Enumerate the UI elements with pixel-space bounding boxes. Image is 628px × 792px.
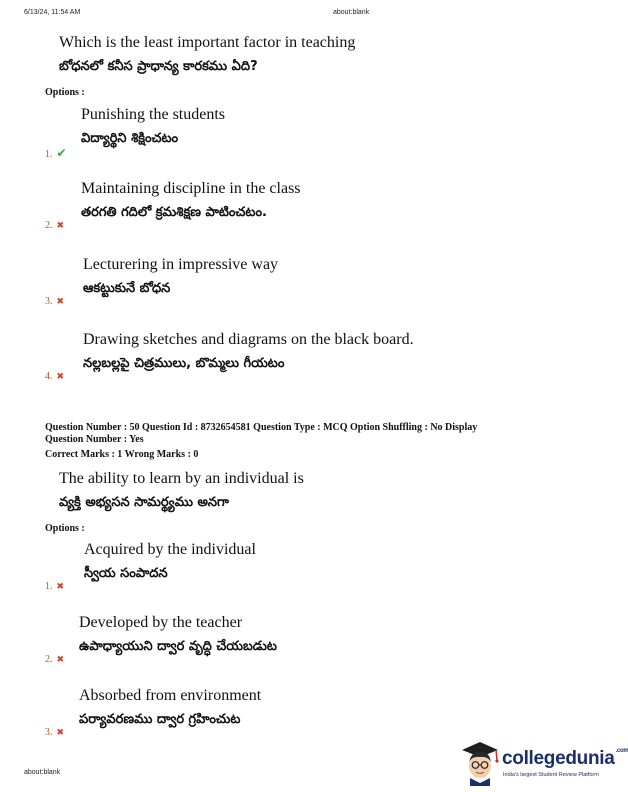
question-1-options-label: Options : xyxy=(45,87,85,98)
question-2-meta-line-2: Question Number : Yes xyxy=(45,434,144,445)
option-text-en: Absorbed from environment xyxy=(79,687,262,704)
question-2-meta-line-3: Correct Marks : 1 Wrong Marks : 0 xyxy=(45,449,199,460)
option-number: 1. ✖ xyxy=(45,581,65,592)
wrong-cross-icon: ✖ xyxy=(56,297,65,307)
print-url: about:blank xyxy=(333,9,370,16)
option-text-te: స్వీయ సంపాదన xyxy=(84,566,168,581)
option-text-en: Punishing the students xyxy=(81,106,226,123)
option-text-en: Maintaining discipline in the class xyxy=(81,180,301,197)
print-footer-url: about:blank xyxy=(24,769,61,776)
collegedunia-logo xyxy=(458,738,628,786)
option-number: 2. ✖ xyxy=(45,220,65,231)
wrong-cross-icon: ✖ xyxy=(56,221,65,231)
option-text-te: తరగతి గదిలో క్రమశిక్షణ పాటించటం. xyxy=(81,205,267,220)
wrong-cross-icon: ✖ xyxy=(56,655,65,665)
option-text-te: విద్యార్థిని శిక్షించటం xyxy=(81,131,179,146)
option-number: 1. ✔ xyxy=(45,146,67,160)
option-number: 3. ✖ xyxy=(45,727,65,738)
option-text-te: ఉపాధ్యాయుని ద్వార వృద్ధి చేయబడుట xyxy=(79,639,277,654)
option-text-te: ఆకట్టుకునే బోధన xyxy=(83,281,171,296)
option-text-en: Drawing sketches and diagrams on the black board. xyxy=(83,331,414,348)
question-1-text-en: Which is the least important factor in teaching xyxy=(59,34,356,51)
brand-name: collegedunia$^{.com}$ xyxy=(502,748,628,769)
question-2-text-en: The ability to learn by an individual is xyxy=(59,470,304,487)
correct-check-icon: ✔ xyxy=(56,146,67,160)
question-2-meta-line-1: Question Number : 50 Question Id : 8732654581 Question Type : MCQ Option Shuffling : No Display xyxy=(45,422,478,433)
question-2-text-te: వ్యక్తి అభ్యసన సామర్థ్యము అనగా xyxy=(59,495,229,510)
option-number: 4. ✖ xyxy=(45,371,65,382)
option-text-te: పర్యావరణము ద్వార గ్రహించుట xyxy=(79,712,241,727)
option-text-en: Acquired by the individual xyxy=(84,541,256,558)
option-number: 2. ✖ xyxy=(45,654,65,665)
wrong-cross-icon: ✖ xyxy=(56,728,65,738)
brand-tagline: India's largest Student Review Platform xyxy=(503,772,599,778)
wrong-cross-icon: ✖ xyxy=(56,372,65,382)
option-text-en: Lecturering in impressive way xyxy=(83,256,279,273)
print-datetime: 6/13/24, 11:54 AM xyxy=(24,9,81,16)
question-2-options-label: Options : xyxy=(45,523,85,534)
option-number: 3. ✖ xyxy=(45,296,65,307)
wrong-cross-icon: ✖ xyxy=(56,582,65,592)
option-text-te: నల్లబల్లపై చిత్రములు, బొమ్మలు గీయటం xyxy=(83,356,285,371)
mascot-graduate-icon xyxy=(458,738,502,786)
option-text-en: Developed by the teacher xyxy=(79,614,243,631)
question-1-text-te: బోధనలో కనీస ప్రాధాన్య కారకము ఏది? xyxy=(59,59,258,74)
